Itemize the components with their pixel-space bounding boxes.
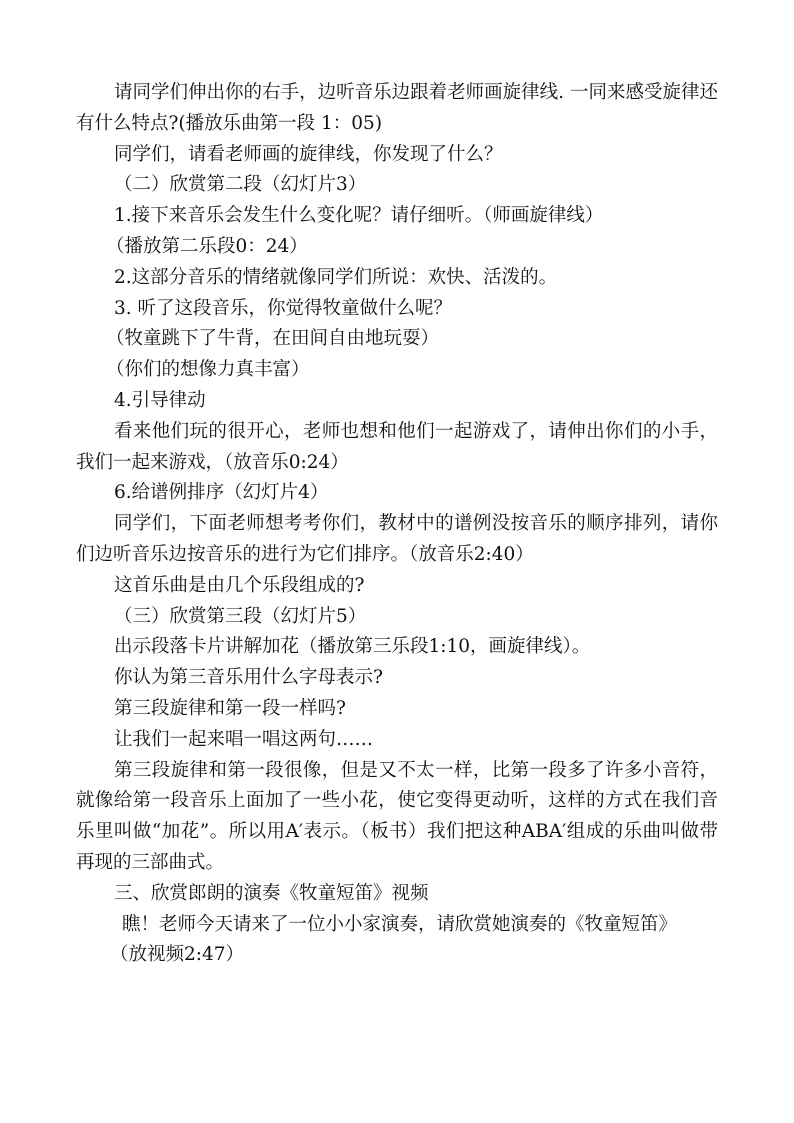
paragraph-game: 看来他们玩的很开心，老师也想和他们一起游戏了，请伸出你们的小手，我们一起来游戏，（放音乐0:24） bbox=[76, 420, 718, 473]
note-shepherd-playing: （牧童跳下了牛背，在田间自由地玩耍） bbox=[106, 328, 440, 350]
paragraph-ornament-explanation: 第三段旋律和第一段很像，但是又不太一样，比第一段多了许多小音符，就像给第一段音乐上面加了一些小花，使它变得更动听，这样的方式在我们音乐里叫做“加花”。所以用A′表示。（板书）我们把这种ABA′组成的乐曲叫做带再现的三部曲式。 bbox=[76, 759, 718, 873]
paragraph-letter-question: 你认为第三音乐用什么字母表示? bbox=[114, 667, 383, 689]
paragraph-question: 同学们，请看老师画的旋律线，你发现了什么？ bbox=[114, 143, 503, 165]
section-heading-part-two: （二）欣赏第二段（幻灯片3） bbox=[114, 174, 367, 196]
section-heading-part-three-video: 三、欣赏郎朗的演奏《牧童短笛》视频 bbox=[114, 882, 429, 904]
note-imagination: （你们的想像力真丰富） bbox=[106, 359, 310, 381]
list-item-1: 1.接下来音乐会发生什么变化呢？请仔细听。（师画旋律线） bbox=[114, 205, 604, 227]
section-heading-part-three: （三）欣赏第三段（幻灯片5） bbox=[114, 605, 367, 627]
paragraph-show-cards: 出示段落卡片讲解加花（播放第三乐段1:10，画旋律线）。 bbox=[114, 636, 591, 658]
list-item-6: 6.给谱例排序（幻灯片4） bbox=[114, 482, 329, 504]
paragraph-sorting: 同学们，下面老师想考考你们，教材中的谱例没按音乐的顺序排列，请你们边听音乐边按音乐的进行为它们排序。（放音乐2:40） bbox=[76, 513, 718, 565]
list-item-3: 3. 听了这段音乐，你觉得牧童做什么呢？ bbox=[114, 297, 453, 319]
list-item-2: 2.这部分音乐的情绪就像同学们所说：欢快、活泼的。 bbox=[114, 266, 558, 288]
paragraph-sing-together: 让我们一起来唱一唱这两句…… bbox=[114, 728, 374, 750]
document-body bbox=[76, 78, 718, 971]
note-play-section-two: （播放第二乐段0：24） bbox=[106, 235, 308, 257]
list-item-4: 4.引导律动 bbox=[114, 389, 206, 411]
note-play-video: （放视频2:47） bbox=[110, 944, 245, 966]
paragraph-invite-performer: 瞧！老师今天请来了一位小小家演奏，请欣赏她演奏的《牧童短笛》 bbox=[122, 913, 678, 935]
paragraph-sections-question: 这首乐曲是由几个乐段组成的? bbox=[114, 574, 365, 596]
paragraph-same-question: 第三段旋律和第一段一样吗? bbox=[114, 697, 346, 719]
paragraph-intro: 请同学们伸出你的右手，边听音乐边跟着老师画旋律线. 一同来感受旋律还有什么特点?(播放乐曲第一段 1：05) bbox=[76, 82, 718, 134]
